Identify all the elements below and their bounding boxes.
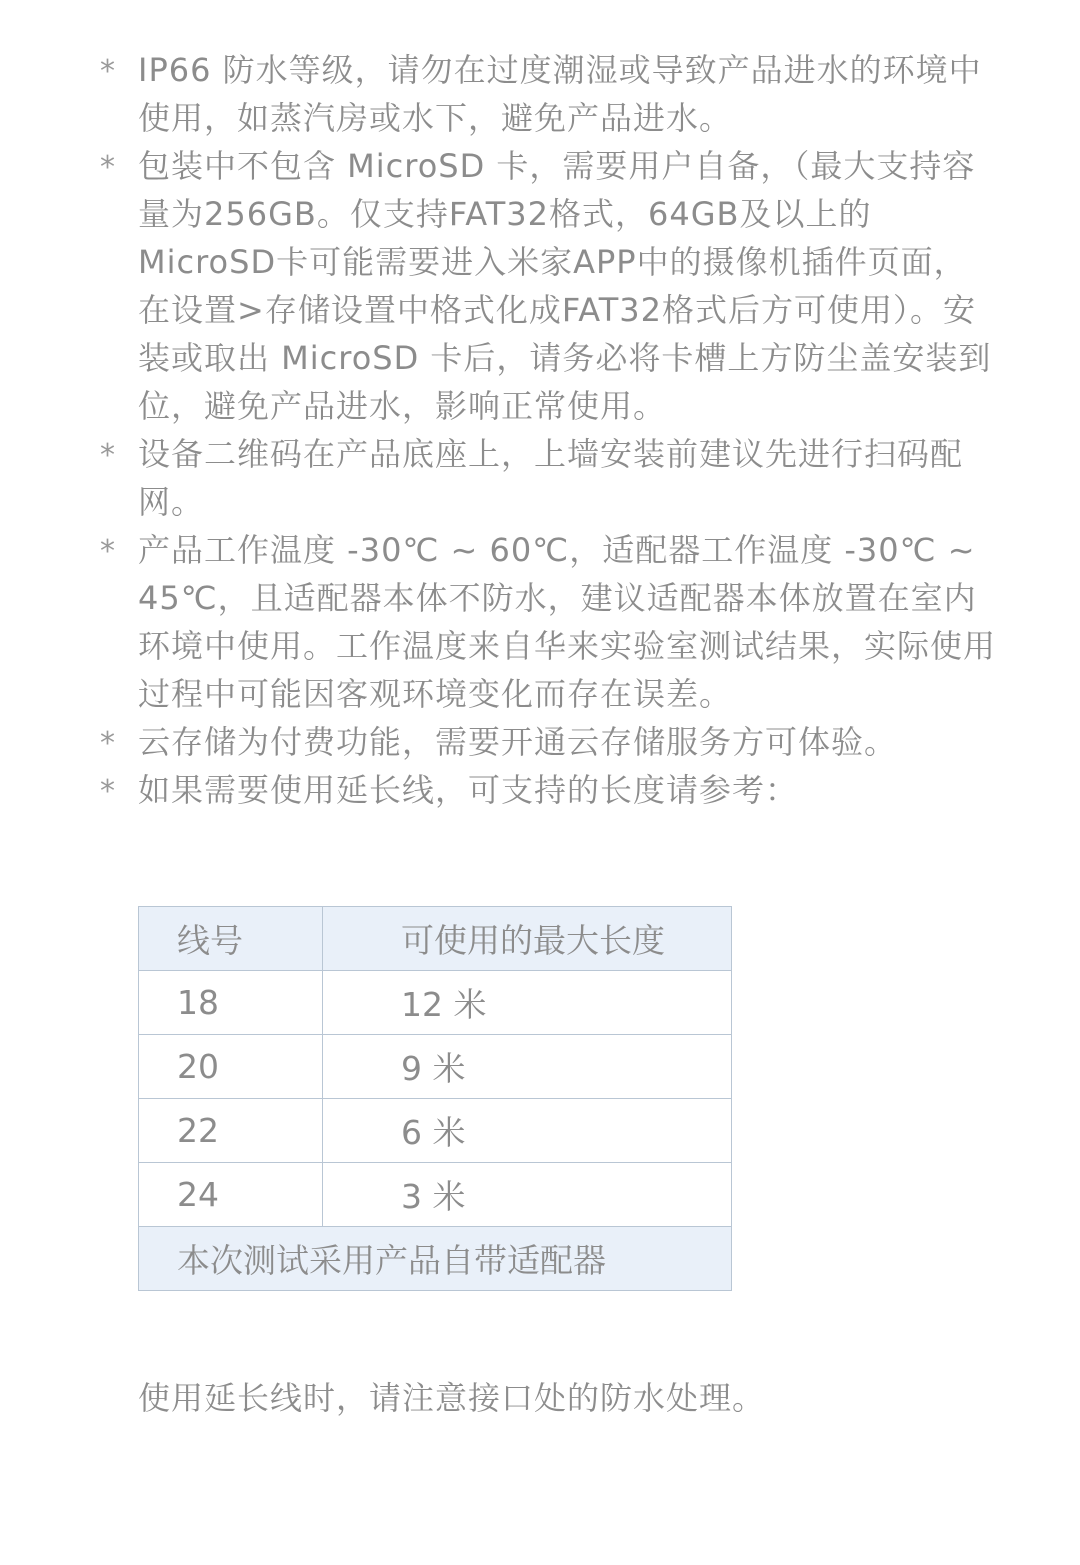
- cell-wire-gauge: 20: [139, 1035, 323, 1099]
- note-qr-code: [96, 430, 996, 526]
- note-text: 如果需要使用延长线，可支持的长度请参考：: [138, 771, 799, 809]
- bullet-asterisk: *: [100, 438, 116, 473]
- note-text: 包装中不包含 MicroSD 卡，需要用户自备，（最大支持容量为256GB。仅支持FAT32格式，64GB及以上的MicroSD卡可能需要进入米家APP中的摄像机插件页面，在设置>存储设置中格式化成FAT32格式后方可使用）。安装或取出 MicroSD 卡后，请务必将卡槽上方防尘盖安装到位，避免产品进水，影响正常使用。: [138, 147, 992, 425]
- table-row: [139, 1099, 732, 1163]
- table-row: [139, 971, 732, 1035]
- cell-max-length: 12 米: [323, 971, 732, 1035]
- cell-wire-gauge: 18: [139, 971, 323, 1035]
- column-header-wire-gauge: 线号: [139, 907, 323, 971]
- column-header-max-length: 可使用的最大长度: [323, 907, 732, 971]
- table-footer-note: 本次测试采用产品自带适配器: [139, 1227, 732, 1291]
- note-text: 设备二维码在产品底座上，上墙安装前建议先进行扫码配网。: [138, 435, 964, 521]
- note-waterproof: [96, 46, 996, 142]
- note-extension-cable: [96, 766, 996, 814]
- note-cloud-storage: [96, 718, 996, 766]
- note-text: 产品工作温度 -30℃ ~ 60℃，适配器工作温度 -30℃ ~ 45℃，且适配器本体不防水，建议适配器本体放置在室内环境中使用。工作温度来自华来实验室测试结果，实际使用过程中可能因客观环境变化而存在误差。: [138, 531, 997, 713]
- cell-wire-gauge: 22: [139, 1099, 323, 1163]
- cell-max-length: 9 米: [323, 1035, 732, 1099]
- cell-wire-gauge: 24: [139, 1163, 323, 1227]
- cable-length-table: [138, 906, 732, 1291]
- bullet-asterisk: *: [100, 726, 116, 761]
- notes-list: [96, 46, 996, 814]
- bullet-asterisk: *: [100, 774, 116, 809]
- note-temperature: [96, 526, 996, 718]
- note-text: 云存储为付费功能，需要开通云存储服务方可体验。: [138, 723, 898, 761]
- table-header-row: [139, 907, 732, 971]
- closing-note: 使用延长线时，请注意接口处的防水处理。: [138, 1379, 766, 1417]
- bullet-asterisk: *: [100, 54, 116, 89]
- cell-max-length: 3 米: [323, 1163, 732, 1227]
- table-footer-row: [139, 1227, 732, 1291]
- note-text: IP66 防水等级，请勿在过度潮湿或导致产品进水的环境中使用，如蒸汽房或水下，避免产品进水。: [138, 51, 982, 137]
- table-row: [139, 1035, 732, 1099]
- note-microsd: [96, 142, 996, 430]
- bullet-asterisk: *: [100, 150, 116, 185]
- bullet-asterisk: *: [100, 534, 116, 569]
- cell-max-length: 6 米: [323, 1099, 732, 1163]
- table-row: [139, 1163, 732, 1227]
